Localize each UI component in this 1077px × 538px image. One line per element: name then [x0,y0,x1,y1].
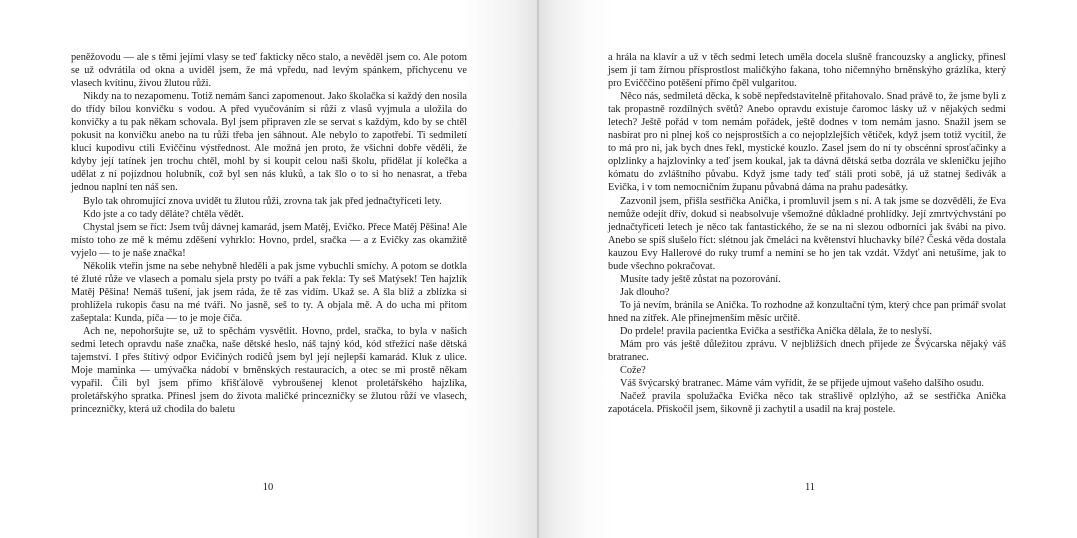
paragraph: Několik vteřin jsme na sebe nehybně hleděli a pak jsme vybuchli smíchy. A potom se dotkla té žluté růže ve vlasech a pomalu sjela prsty po tváři a pak řekla: Ty seš Matýsek! Ten hajzlík Matěj Pěšina! Nemáš tušení, jak jsem ráda, že tě zas vidím. Ukaž se. A šla blíž a zblízka si prohlížela rukopis času na mé tváři. No jasně, seš to ty. A objala mě. A do ucha mi přitom zašeptala: Kunda, píča — to je moje čiča. [71,260,467,324]
paragraph: Cože? [620,365,646,377]
paragraph: Ach ne, nepohoršujte se, už to spěchám vysvětlit. Hovno, prdel, sračka, to byla v našich sedmi letech opravdu naše značka, naše dětské heslo, náš tajný kód, kód střežící naše dětská tajemství. I přes štítivý odpor Evičiných rodičů jsem byl její nejlepší kamarád. Kluk z ulice. Moje maminka — umývačka nádobí v brněnských restauracích, a otec se mi prostě někam vypařil. Čili byl jsem přímo křišťálově vybroušenej klenot proletářského hajzlíka, proletářskýho spratka. Přinesl jsem do života maličké princezničky se žlutou růží ve vlasech, princezničky, která už chodila do baletu [71,325,467,416]
paragraph: Nikdy na to nezapomenu. Totiž nemám šanci zapomenout. Jako školačka si každý den nosila do třídy bílou konvičku s vodou. A před vyučováním si růži z vlasů vyjmula a uložila do konvičky a tu pak někam schovala. Byl jsem připraven zle se servat s každým, kdo by se chtěl pokusit na konvičku anebo na tu růži třeba jen sáhnout. Ale nebylo to zapotřebí. Ti sedmiletí kluci kupodivu ctili Eviččinu výstřednost. Ale možná jen proto, že všichni dobře věděli, že kdyby její tatínek jen trochu chtěl, mohl by si koupit celou naši školu, přidělat jí kolečka a udělat z ní pojízdnou holubník, což byl sen nás kluků, a tak šlo o to si ho nenasrat, a třeba jednou naplní ten náš sen. [71,91,467,194]
paragraph: Bylo tak ohromující znova uvidět tu žlutou růži, zrovna tak jak před jednačtyřiceti lety. [83,195,442,207]
paragraph: Musíte tady ještě zůstat na pozorování. [620,273,781,285]
left-page-text [71,51,467,416]
page-number: 11 [804,482,816,493]
paragraph: a hrála na klavír a už v těch sedmi letech uměla docela slušně francouzsky a anglicky, přinesl jsem jí tam žírnou přísprostlost maličkýho fakana, toho ničemnýho brněnskýho grázlíka, který pro Evičččino potěšení přímo čpěl vulgaritou. [608,52,1006,90]
paragraph: Kdo jste a co tady děláte? chtěla vědět. [83,208,244,220]
page-number: 10 [262,482,274,493]
paragraph: peněžovodu — ale s těmi jejími vlasy se teď fakticky něco stalo, a nevěděl jsem co. Ale potom se už odvrátila od okna a uviděl jsem, že má vpředu, nad levým spánkem, přichycenu ve vlasech kvítinu, živou žlutou růži. [71,52,467,90]
paragraph: Načež pravila spolužačka Evička něco tak strašlivě oplzlýho, až se sestřička Anička zapotácela. Přiskočil jsem, šikovně ji zachytil a usadil na kraj postele. [608,391,1006,416]
paragraph: Jak dlouho? [620,286,670,298]
paragraph: Zazvonil jsem, přišla sestřička Anička, i promluvil jsem s ní. A tak jsme se dozvěděli, že Eva nemůže odejít dřív, dokud si neabsolvuje všemožné důkladné prohlídky. Její zmrtvýchvstání po jednačtyřiceti letech je něco tak fantastického, že se na ni slezou odborníci jak švábi na pivo. Anebo se spíš slušelo říct: slétnou jak čmeláci na květenství hluchavky bílé? Česká věda dostala kauzou Evy Hallerové do ruky trumf a nemíní se ho jen tak vzdát. Vždyť ani netušíme, jak to bude všechno pokračovat. [608,195,1006,272]
paragraph: Chystal jsem se říct: Jsem tvůj dávnej kamarád, jsem Matěj, Evičko. Přece Matěj Pěšina! Ale místo toho ze mě k mému zděšení vyhrklo: Hovno, prdel, sračka — a z Evičky zas okamžitě vyjelo — to je naše značka! [71,221,467,259]
paragraph: Do prdele! pravila pacientka Evička a sestřička Anička dělala, že to neslyší. [620,325,932,337]
paragraph: Mám pro vás ještě důležitou zprávu. V nejbližších dnech přijede ze Švýcarska nějaký váš bratranec. [608,339,1006,364]
right-page-text [608,51,1006,416]
left-page [0,0,538,538]
right-page [539,0,1077,538]
paragraph: Něco nás, sedmiletá děcka, k sobě nepředstavitelně přitahovalo. Snad právě to, že jsme byli z tak propastně rozdílných světů? Anebo opravdu existuje čaromoc lásky už v nějakých sedmi letech? Ještě pořád v tom nemám pořádek, ještě dodnes v tom nemám jasno. Snažil jsem se nasbírat pro ni plnej koš co nejsprostších a co nejoplzlejších větiček, když jsem totiž vycítil, že to má pro ni, jak bych dnes řekl, mystické kouzlo. Zasel jsem do ní ty obscénní sprosťačinky a oplzlinky a hajzlovinky a teď jsem koukal, jak ta dávná dětská setba dozrála ve skleničku jejího kómatu do zvláštního půvabu. Když jsme tady teď stáli proti sobě, já už statnej šedivák a Evička, i v tom nemocničním županu půvabná dáma na prahu padesátky. [608,91,1006,194]
paragraph: Váš švýcarský bratranec. Máme vám vyřídit, že se přijede ujmout vašeho dalšího osudu. [620,378,985,390]
paragraph: To já nevím, bránila se Anička. To rozhodne až konzultační tým, který chce pan primář svolat hned na zítřek. Ale přinejmenším měsíc určitě. [608,299,1006,324]
